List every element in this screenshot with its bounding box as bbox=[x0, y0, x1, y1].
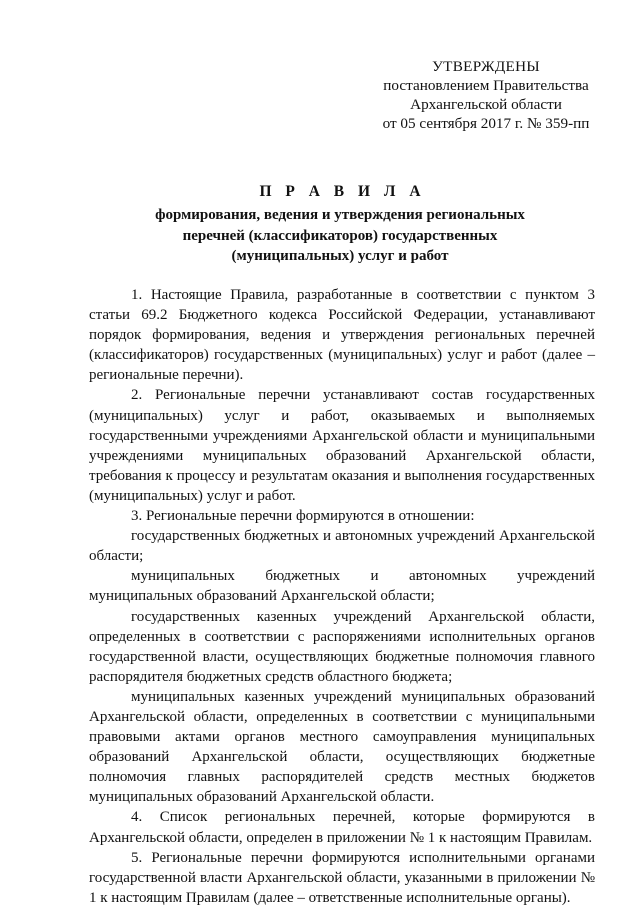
paragraph-5: 5. Региональные перечни формируются исполнительными органами государственной власти Архангельской области, указанными в приложении № 1 к настоящим Правилам (далее – ответственные исполнительные органы). bbox=[89, 849, 595, 906]
paragraph-3-item-4: муниципальных казенных учреждений муниципальных образований Архангельской области, определенных в соответствии с муниципальными правовыми актами органов местного самоуправления муниципальных образований Архангельской области, осуществляющих бюджетные полномочия главных распорядителей средств местных бюджетов муниципальных образований Архангельской области. bbox=[89, 688, 595, 806]
paragraph-3-item-2: муниципальных бюджетных и автономных учреждений муниципальных образований Архангельской области; bbox=[89, 568, 595, 605]
approval-line: от 05 сентября 2017 г. № 359-пп bbox=[382, 115, 590, 132]
approval-stamp bbox=[375, 57, 597, 133]
document-body bbox=[89, 285, 595, 908]
paragraph-2: 2. Региональные перечни устанавливают состав государственных (муниципальных) услуг и работ, оказываемых и выполняемых государственными учреждениями Архангельской области и муниципальными учреждениями муниципальных образований Архангельской области, требования к процессу и результатам оказания и выполнения государственных (муниципальных) услуг и работ. bbox=[89, 387, 595, 504]
approval-line: Архангельской области bbox=[410, 96, 562, 113]
paragraph-4: 4. Список региональных перечней, которые формируются в Архангельской области, определен в приложении № 1 к настоящим Правилам. bbox=[89, 809, 595, 846]
approval-title: УТВЕРЖДЕНЫ bbox=[432, 58, 540, 75]
paragraph-3-item-3: государственных казенных учреждений Архангельской области, определенных в соответствии с распоряжениями исполнительных органов государственной власти, осуществляющих бюджетные полномочия главного распорядителя бюджетных средств областного бюджета; bbox=[89, 608, 595, 685]
paragraph-3-item-1: государственных бюджетных и автономных учреждений Архангельской области; bbox=[89, 528, 595, 565]
paragraph-1: 1. Настоящие Правила, разработанные в соответствии с пунктом 3 статьи 69.2 Бюджетного кодекса Российской Федерации, устанавливают порядок формирования, ведения и утверждения региональных перечней (классификаторов) государственных (муниципальных) услуг и работ (далее – региональные перечни). bbox=[89, 287, 595, 384]
document-subtitle-line: (муниципальных) услуг и работ bbox=[231, 248, 449, 264]
document-title: П Р А В И Л А bbox=[259, 183, 426, 200]
approval-line: постановлением Правительства bbox=[383, 77, 589, 94]
paragraph-3: 3. Региональные перечни формируются в отношении: bbox=[131, 508, 475, 525]
document-heading bbox=[120, 181, 560, 267]
document-subtitle-line: формирования, ведения и утверждения региональных bbox=[155, 207, 525, 223]
document-subtitle-line: перечней (классификаторов) государственных bbox=[182, 227, 498, 244]
